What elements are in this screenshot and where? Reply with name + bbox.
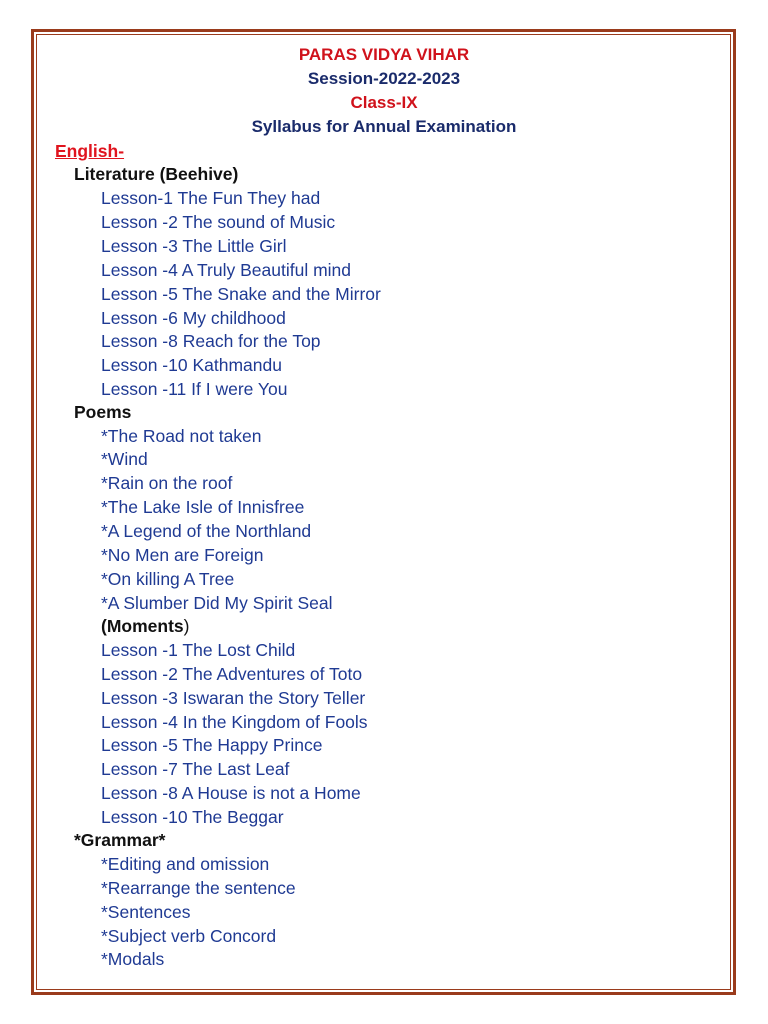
poem-item: *The Lake Isle of Innisfree (101, 497, 305, 517)
moments-lesson: Lesson -3 Iswaran the Story Teller (101, 688, 366, 708)
poems-heading: Poems (74, 402, 132, 422)
exam-title: Syllabus for Annual Examination (251, 117, 517, 136)
poem-item: *A Slumber Did My Spirit Seal (101, 593, 333, 613)
poem-item: *The Road not taken (101, 426, 262, 446)
moments-lesson: Lesson -5 The Happy Prince (101, 735, 323, 755)
grammar-heading: *Grammar* (74, 830, 166, 850)
poem-item: *Wind (101, 449, 148, 469)
grammar-item: *Subject verb Concord (101, 926, 277, 946)
moments-lesson: Lesson -7 The Last Leaf (101, 759, 290, 779)
literature-lesson: Lesson -3 The Little Girl (101, 236, 287, 256)
literature-lesson: Lesson -10 Kathmandu (101, 355, 282, 375)
grammar-item: *Modals (101, 949, 165, 969)
moments-heading: (Moments) (101, 616, 190, 636)
class-title: Class-IX (350, 93, 418, 112)
grammar-item: *Rearrange the sentence (101, 878, 296, 898)
literature-lesson: Lesson -5 The Snake and the Mirror (101, 284, 381, 304)
subject-heading: English- (55, 141, 125, 161)
session-title: Session-2022-2023 (307, 69, 461, 88)
poem-item: *A Legend of the Northland (101, 521, 312, 541)
school-name: PARAS VIDYA VIHAR (298, 45, 470, 64)
grammar-item: *Editing and omission (101, 854, 270, 874)
literature-lesson: Lesson -2 The sound of Music (101, 212, 336, 232)
moments-lesson: Lesson -4 In the Kingdom of Fools (101, 712, 368, 732)
literature-lesson: Lesson -6 My childhood (101, 308, 286, 328)
moments-lesson: Lesson -1 The Lost Child (101, 640, 296, 660)
literature-lesson: Lesson -4 A Truly Beautiful mind (101, 260, 351, 280)
literature-heading: Literature (Beehive) (74, 164, 239, 184)
poem-item: *On killing A Tree (101, 569, 235, 589)
moments-lesson: Lesson -10 The Beggar (101, 807, 284, 827)
moments-lesson: Lesson -8 A House is not a Home (101, 783, 361, 803)
moments-lesson: Lesson -2 The Adventures of Toto (101, 664, 363, 684)
poem-item: *Rain on the roof (101, 473, 233, 493)
grammar-item: *Sentences (101, 902, 191, 922)
poem-item: *No Men are Foreign (101, 545, 264, 565)
literature-lesson: Lesson-1 The Fun They had (101, 188, 321, 208)
literature-lesson: Lesson -11 If I were You (101, 379, 288, 399)
literature-lesson: Lesson -8 Reach for the Top (101, 331, 321, 351)
